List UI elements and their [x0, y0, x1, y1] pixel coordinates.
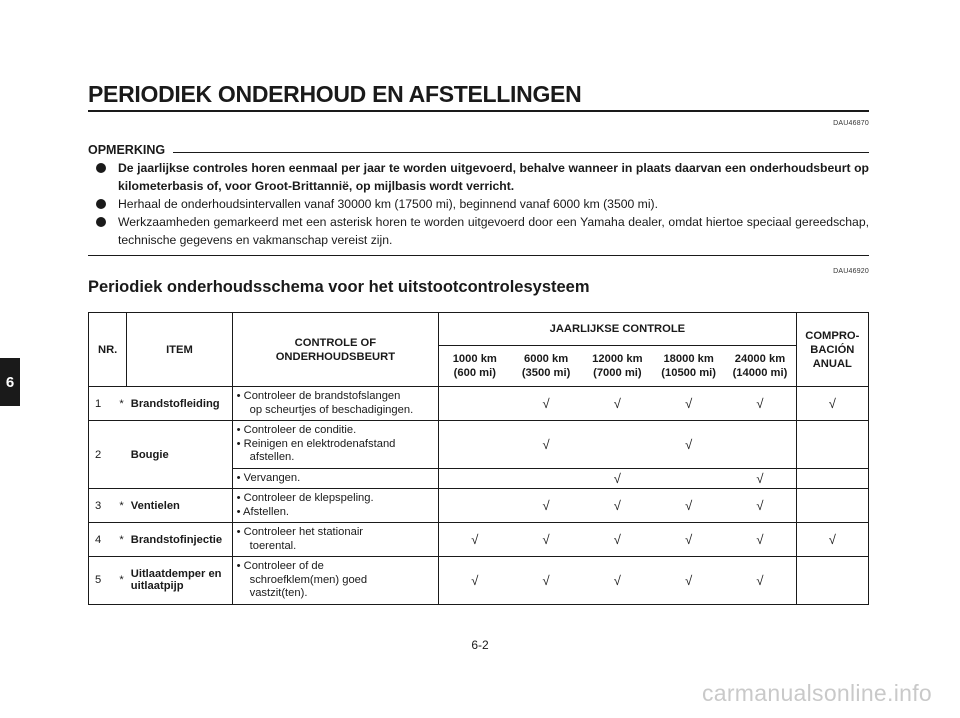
check-mark-icon: √: [542, 396, 550, 411]
interval-check: [653, 523, 724, 557]
check-mark-icon: √: [471, 572, 479, 588]
interval-check: [724, 523, 796, 557]
bullet-icon: [96, 217, 106, 227]
check-mark-icon: √: [685, 532, 693, 547]
interval-check: [724, 421, 796, 469]
interval-check: [582, 421, 653, 469]
interval-check: [439, 557, 511, 605]
note-item-text: De jaarlijkse controles horen eenmaal per jaar te worden uitgevoerd, behalve wanneer in plaats daarvan een onderhoudsbeurt op kilometerbasis of, voor Groot-Brittannië, op mijlbasis wordt verricht.: [118, 161, 869, 193]
interval-check: [582, 523, 653, 557]
interval-check: [439, 468, 511, 489]
row-item: [127, 387, 232, 421]
interval-check: [439, 489, 511, 523]
header-compro-line2: BACIÓN: [810, 343, 855, 356]
interval-check: [439, 421, 511, 469]
dealer-asterisk: [116, 421, 126, 489]
interval-check: [582, 468, 653, 489]
interval-mi: (14000 mi): [732, 367, 788, 379]
interval-km: 18000 km: [663, 353, 714, 365]
bullet-icon: [96, 163, 106, 173]
header-control-line2: ONDERHOUDSBEURT: [275, 350, 396, 363]
document-code-note: DAU46870: [833, 120, 869, 127]
row-item: [127, 489, 232, 523]
interval-check: [510, 387, 581, 421]
page-header: [88, 80, 869, 112]
table-row: [89, 387, 869, 421]
note-item: [88, 195, 869, 213]
header-nr: NR.: [89, 313, 127, 387]
row-number: 1: [89, 387, 117, 421]
interval-check: [439, 387, 511, 421]
interval-check: [724, 557, 796, 605]
interval-check: [653, 557, 724, 605]
note-item-text: Herhaal de onderhoudsintervallen vanaf 30000 km (17500 mi), beginnend vanaf 6000 km (3500 mi).: [118, 197, 658, 211]
table-row: [89, 523, 869, 557]
check-mark-icon: √: [685, 572, 693, 588]
item-name-line: Brandstofleiding: [130, 397, 220, 410]
check-mark-icon: √: [542, 436, 550, 452]
control-line: • Vervangen.: [236, 471, 301, 484]
control-line: op scheurtjes of beschadigingen.: [249, 403, 414, 416]
annual-check: [796, 468, 868, 489]
row-number: 5: [89, 557, 117, 605]
interval-check: [724, 387, 796, 421]
row-number: 4: [89, 523, 117, 557]
control-line: vastzit(ten).: [249, 587, 308, 599]
table-row: [89, 421, 869, 469]
header-compro: [796, 313, 868, 387]
check-mark-icon: √: [756, 470, 764, 486]
interval-km: 24000 km: [734, 353, 786, 365]
row-control: [232, 523, 439, 557]
interval-check: [582, 489, 653, 523]
check-mark-icon: √: [613, 498, 621, 513]
item-name-line: Brandstofinjectie: [130, 533, 223, 546]
header-item: ITEM: [127, 313, 232, 387]
interval-check: [439, 523, 511, 557]
annual-check: [796, 523, 868, 557]
table-row: [89, 557, 869, 605]
control-line: • Controleer de conditie.: [236, 424, 357, 436]
interval-mi: (3500 mi): [521, 367, 571, 379]
interval-check: [510, 557, 581, 605]
row-item: [127, 557, 232, 605]
table-header: [89, 313, 869, 387]
check-mark-icon: √: [756, 396, 764, 411]
bullet-icon: [96, 199, 106, 209]
check-mark-icon: √: [828, 396, 836, 411]
control-line: • Afstellen.: [236, 505, 290, 518]
interval-km: 12000 km: [592, 353, 643, 365]
dealer-asterisk: *: [116, 387, 126, 421]
annual-check: [796, 489, 868, 523]
check-mark-icon: √: [685, 396, 693, 411]
control-line: • Controleer de klepspeling.: [236, 492, 374, 504]
interval-check: [582, 387, 653, 421]
check-mark-icon: √: [828, 532, 836, 547]
row-item: [127, 523, 232, 557]
interval-check: [510, 468, 581, 489]
check-mark-icon: √: [613, 572, 621, 588]
item-name-line: uitlaatpijp: [130, 580, 184, 593]
interval-km: 6000 km: [524, 353, 569, 365]
annual-check: [796, 421, 868, 469]
interval-check: [510, 489, 581, 523]
interval-km: 1000 km: [452, 353, 497, 365]
note-list: [88, 159, 869, 249]
note-heading-row: [88, 143, 869, 157]
row-number: 2: [89, 421, 117, 489]
check-mark-icon: √: [756, 498, 764, 513]
interval-check: [653, 489, 724, 523]
check-mark-icon: √: [685, 498, 693, 513]
item-name-line: Bougie: [130, 448, 169, 461]
row-control: [232, 489, 439, 523]
interval-check: [510, 421, 581, 469]
header-interval: [653, 346, 724, 387]
header-annual-control: JAARLIJKSE CONTROLE: [439, 313, 796, 346]
control-line: • Controleer de brandstofslangen: [236, 390, 401, 402]
interval-check: [653, 387, 724, 421]
section-title: Periodiek onderhoudsschema voor het uitstootcontrolesysteem: [88, 278, 590, 296]
header-interval: [582, 346, 653, 387]
check-mark-icon: √: [685, 436, 693, 452]
row-control: [232, 557, 439, 605]
check-mark-icon: √: [613, 470, 621, 486]
check-mark-icon: √: [756, 572, 764, 588]
interval-check: [724, 468, 796, 489]
row-control: [232, 387, 439, 421]
row-control: [232, 421, 439, 469]
dealer-asterisk: *: [116, 489, 126, 523]
check-mark-icon: √: [542, 532, 550, 547]
page-number: 6-2: [471, 638, 489, 652]
header-control-line1: CONTROLE OF: [294, 336, 377, 349]
document-code-schedule: DAU46920: [833, 268, 869, 275]
dealer-asterisk: *: [116, 523, 126, 557]
item-name-line: Ventielen: [130, 499, 180, 512]
check-mark-icon: √: [542, 572, 550, 588]
note-item: [88, 159, 869, 195]
interval-check: [510, 523, 581, 557]
control-line: schroefklem(men) goed: [249, 573, 368, 586]
maintenance-schedule-table: [88, 312, 869, 605]
check-mark-icon: √: [613, 396, 621, 411]
header-interval: [510, 346, 581, 387]
control-line: • Controleer of de: [236, 560, 324, 572]
row-item: [127, 421, 232, 489]
chapter-tab: 6: [0, 358, 20, 406]
interval-check: [653, 468, 724, 489]
note-heading: OPMERKING: [88, 143, 166, 157]
page-title: PERIODIEK ONDERHOUD EN AFSTELLINGEN: [88, 81, 582, 107]
row-number: 3: [89, 489, 117, 523]
control-line: • Reinigen en elektrodenafstand: [236, 437, 396, 450]
note-heading-rule: [173, 152, 869, 153]
annual-check: [796, 387, 868, 421]
table-body: [89, 387, 869, 605]
check-mark-icon: √: [613, 532, 621, 547]
check-mark-icon: √: [756, 532, 764, 547]
control-line: toerental.: [249, 539, 297, 552]
row-control: [232, 468, 439, 489]
interval-check: [653, 421, 724, 469]
note-box: [88, 143, 869, 256]
header-control: [232, 313, 439, 387]
annual-check: [796, 557, 868, 605]
watermark: carmanualsonline.info: [701, 680, 932, 706]
interval-check: [582, 557, 653, 605]
header-interval: [724, 346, 796, 387]
header-compro-line3: ANUAL: [812, 357, 852, 370]
note-item-text: Werkzaamheden gemarkeerd met een asterisk horen te worden uitgevoerd door een Yamaha dealer, omdat hiertoe speciaal gereedschap, technische gegevens en vakmanschap vereist zijn.: [118, 215, 869, 247]
control-line: afstellen.: [249, 451, 295, 463]
header-interval: [439, 346, 511, 387]
header-row-top: [89, 313, 869, 346]
header-compro-line1: COMPRO-: [805, 329, 860, 342]
note-item: [88, 213, 869, 249]
table-row: [89, 489, 869, 523]
check-mark-icon: √: [471, 532, 479, 547]
interval-mi: (10500 mi): [661, 367, 717, 379]
dealer-asterisk: *: [116, 557, 126, 605]
item-name-line: Uitlaatdemper en: [130, 568, 222, 581]
interval-mi: (600 mi): [453, 367, 496, 379]
interval-check: [724, 489, 796, 523]
check-mark-icon: √: [542, 498, 550, 513]
control-line: • Controleer het stationair: [236, 526, 364, 538]
interval-mi: (7000 mi): [593, 367, 642, 379]
